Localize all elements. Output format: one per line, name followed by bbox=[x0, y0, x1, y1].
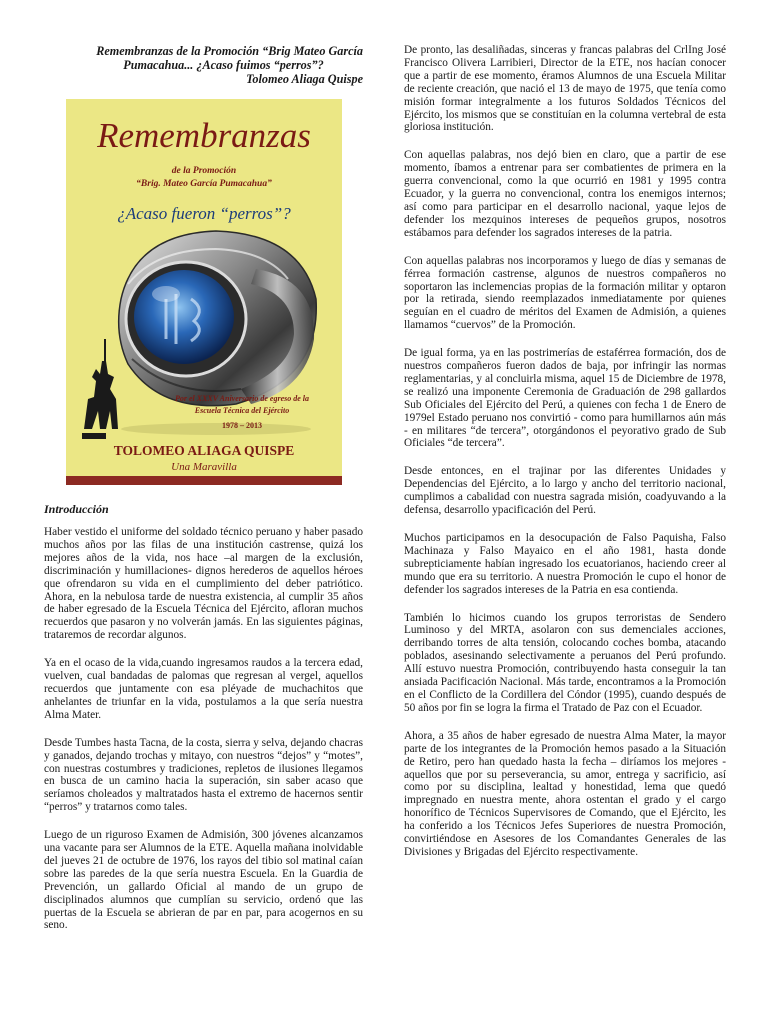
cover-promo-line-2: “Brig. Mateo García Pumacahua” bbox=[136, 179, 272, 189]
cover-bottom-bar bbox=[66, 476, 342, 485]
title-line-1: Remembranzas de la Promoción “Brig Mateo García bbox=[96, 44, 363, 58]
left-body-text bbox=[44, 526, 363, 947]
right-column bbox=[404, 44, 726, 874]
cover-anniversary-line-1: Por el XXXV Aniversario de egreso de la bbox=[175, 394, 309, 403]
book-cover-art bbox=[66, 99, 342, 485]
book-cover-image bbox=[66, 99, 342, 485]
paragraph: Ahora, a 35 años de haber egresado de nuestra Alma Mater, la mayor parte de los integrantes de la Promoción hemos pasado a la Situación de Retiro, pero han quedado hasta la fecha – diríamos los mejores - aquellos que por su perseverancia, su amor, entrega y sacrificio, así como por su disciplina, lealtad y honestidad, lema que quedó impregnado en nuestra mente, ahora ostentan el grado y el cargo honorífico de Técnicos Supervisores de Comando, que el Ejército, les ha conferido a los Técnicos Jefes Superiores de nuestra Promoción, convirtiéndose en Asesores de los Comandantes Generales de las Divisiones y Brigadas del Ejército respectivamente. bbox=[404, 729, 726, 858]
section-heading-introduction: Introducción bbox=[44, 502, 109, 516]
paragraph: Desde entonces, en el trajinar por las diferentes Unidades y Dependencias del Ejército, a lo largo y ancho del territorio nacional, cumplimos a cabalidad con nuestra sagrada misión, coadyuvando a la defensa, desarrollo ypacificación del Perú. bbox=[404, 465, 726, 517]
cover-promo-line-1: de la Promoción bbox=[171, 166, 237, 176]
article-author: Tolomeo Aliaga Quispe bbox=[246, 72, 363, 86]
cover-years: 1978 – 2013 bbox=[222, 421, 262, 430]
article-title bbox=[44, 44, 363, 86]
paragraph: Ya en el ocaso de la vida,cuando ingresamos raudos a la tercera edad, vuelven, cual bandadas de palomas que regresan al vergel, aquellos recuerdos que juntamente con esa pléyade de muchachitos que anhelantes de triunfar en la vida, postulamos a la que sería nuestra Alma Mater. bbox=[44, 657, 363, 721]
cover-anniversary-line-2: Escuela Técnica del Ejército bbox=[194, 406, 290, 415]
paragraph: Desde Tumbes hasta Tacna, de la costa, sierra y selva, dejando chacras y ganados, dejando trochas y mitayo, con nuestros “dejos” y “motes”, con nuestras costumbres y tradiciones, repletos de ilusiones llegamos en busca de un camino hacia la superación, sin saber acaso que seríamos choleados y maltratados hasta el extremo de hacernos sentir “perros” y tratarnos como tales. bbox=[44, 736, 363, 814]
left-column bbox=[44, 44, 363, 932]
cover-author: TOLOMEO ALIAGA QUISPE bbox=[113, 443, 295, 458]
cover-question: ¿Acaso fueron “perros”? bbox=[117, 204, 291, 223]
paragraph: Luego de un riguroso Examen de Admisión, 300 jóvenes alcanzamos una vacante para ser Alumnos de la ETE. Aquella mañana inolvidable del jueves 21 de octubre de 1976, los rayos del tibio sol matinal caían sobre las paredes de la que sería nuestra Escuela. En la Guardia de Prevención, un gallardo Oficial al mando de un grupo de disciplinados alumnos que cumplían su servicio, ordenó que las puertas de la Escuela se abrieran de par en par, para acogernos en su seno. bbox=[44, 829, 363, 932]
quixote-silhouette bbox=[82, 339, 118, 439]
paragraph: Muchos participamos en la desocupación de Falso Paquisha, Falso Machinaza y Falso Mayaico en el año 1981, hasta donde subrepticiamente habían ingresado los ecuatorianos, haciendo creer al mundo que era su territorio. A nuestra Promoción le cupo el honor de defender los sagrados intereses de la Patria en esa contienda. bbox=[404, 532, 726, 596]
cover-title: Remembranzas bbox=[97, 116, 311, 155]
paragraph: De pronto, las desaliñadas, sinceras y francas palabras del CrlIng José Francisco Olivera Larribieri, Director de la ETE, nos hacían conocer que a partir de ese momento, éramos Alumnos de una Escuela Militar de reciente creación, que nació el 13 de mayo de 1975, que tenía como misión formar integralmente a los futuros Soldados Técnicos del Ejército, los mismos que se constituían en la columna vertebral de esta gloriosa institución. bbox=[404, 44, 726, 134]
ring-illustration bbox=[119, 231, 317, 435]
paragraph: Con aquellas palabras nos incorporamos y luego de días y semanas de férrea formación castrense, algunos de nuestros compañeros no soportaron las inclemencias propias de la formación militar y optaron por la retirada, siendo reemplazados inmediatamente por quienes seguían en el cuadro de méritos del Examen de Admisión, a quienes llamamos “cuervos” de la Promoción. bbox=[404, 254, 726, 332]
paragraph: De igual forma, ya en las postrimerías de estaférrea formación, dos de nuestros compañeros fueron dados de baja, por infringir las normas reglamentarias, y al concluirla misma, aquel 15 de Diciembre de 1978, se realizó una imponente Ceremonia de Graduación de 298 gallardos Sub Oficiales del Ejército del Perú, a quienes con fecha 1 de Enero de 1979el Estado peruano nos convirtió - como para humillarnos aún más - en militares “de tercera”, otorgándonos el peyorativo grado de Sub Oficiales “de tercera”. bbox=[404, 347, 726, 450]
cover-publisher: Una Maravilla bbox=[171, 461, 237, 473]
paragraph: Con aquellas palabras, nos dejó bien en claro, que a partir de ese momento, íbamos a entrenar para ser combatientes de primera en la guerra convencional, como la que ocurrió en 1981 y 1995 contra Ecuador, y la guerra no convencional, contra los enemigos internos; así como para participar en el desarrollo nacional, yaque lejos de defender los mezquinos intereses de pequeños grupos, nosotros estábamos para defender los sagrados intereses de la patria. bbox=[404, 149, 726, 239]
paragraph: Haber vestido el uniforme del soldado técnico peruano y haber pasado muchos años por las filas de una institución castrense, quizá los mejores años de la vida, nos hace –al margen de la exclusión, discriminación y humillaciones- dignos herederos de aquellos héroes que ofrendaron su vida en el cumplimiento del deber patriótico. Ahora, en la nebulosa tarde de nuestra existencia, al cumplir 35 años de haber egresado de la Escuela Técnica del Ejército, afloran muchos recuerdos que pasaron y no volverán jamás. En las siguientes páginas, trataremos de recordar algunos. bbox=[44, 526, 363, 642]
title-line-2: Pumacahua... ¿Acaso fuimos “perros”? bbox=[123, 58, 324, 72]
paragraph: También lo hicimos cuando los grupos terroristas de Sendero Luminoso y del MRTA, asolaron con sus demenciales acciones, derribando torres de alta tensión, colocando coches bomba, atacando poblados, asesinando selectivamente a peruanos del Perú profundo. Allí estuvo nuestra Promoción, contribuyendo hasta conseguir la tan ansiada Pacificación Nacional. Más tarde, encontramos a la Promoción en el Conflicto de la Cordillera del Cóndor (1995), cuando después de 50 años por fin se logra la firma el Tratado de Paz con el Ecuador. bbox=[404, 611, 726, 714]
